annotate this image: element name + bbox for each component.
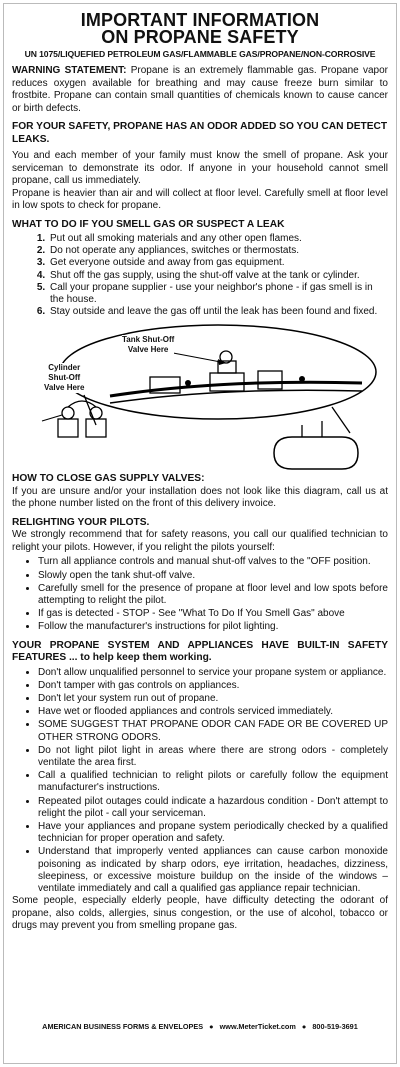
footer-website: www.MeterTicket.com [219,1022,296,1031]
system-item: • Have your appliances and propane system periodically checked by a qualified technician for proper operation and safety. [38,820,388,845]
leak-steps-list [12,233,388,318]
system-item: • Call a qualified technician to relight pilots or carefully follow the equipment manufacturer's instructions. [38,769,388,794]
system-item: • Repeated pilot outages could indicate a hazardous condition - Don't attempt to relight the pilot - call your serviceman. [38,795,388,820]
cylinder-label-line: Shut-Off [48,373,81,383]
cylinder-valve-label [44,363,84,393]
warning-statement [12,65,388,115]
bullet-separator-icon: ● [301,1022,307,1031]
relight-heading: RELIGHTING YOUR PILOTS. [12,516,150,528]
title-line-1: IMPORTANT INFORMATION [80,10,320,30]
system-item: • Do not light pilot light in areas where there are strong odors - completely ventilate the area first. [38,744,388,769]
odor-heading: FOR YOUR SAFETY, PROPANE HAS AN ODOR ADDED SO YOU CAN DETECT LEAKS. [12,121,388,145]
warning-label: WARNING STATEMENT: [12,65,127,76]
leak-step: 3. Get everyone outside and away from gas equipment. [48,257,388,269]
tank-label-line: Valve Here [127,345,169,355]
leak-step: 1. Put out all smoking materials and any other open flames. [48,233,388,245]
system-item: • Don't tamper with gas controls on appliances. [38,679,388,692]
cylinder-label-line: Cylinder [48,363,81,373]
close-valves-heading: HOW TO CLOSE GAS SUPPLY VALVES: [12,473,205,485]
leak-step: 4. Shut off the gas supply, using the shut-off valve at the tank or cylinder. [48,270,388,282]
relight-item: • If gas is detected - STOP - See "What To Do If You Smell Gas" above [38,607,388,620]
page-title [12,12,388,46]
shutoff-valve-diagram [12,321,388,471]
footer-company: AMERICAN BUSINESS FORMS & ENVELOPES [42,1022,204,1031]
system-item: • Have wet or flooded appliances and controls serviced immediately. [38,705,388,718]
warning-text: Propane is an extremely flammable gas. Propane vapor reduces oxygen available for breathing and may cause freeze burn similar to frostbite. Propane can contain small quantities of chemicals known to cause cancer or birth defects. [12,65,388,114]
bullet-separator-icon: ● [209,1022,214,1031]
footer [0,1022,400,1031]
system-item: • Understand that improperly vented appliances can cause carbon monoxide poisoning as indicated by sharp odors, eye irritation, headaches, dizziness, sleepiness, or excessive moisture buildup on the inside of the windows – ventilate immediately and call a qualified gas appliance repair technician. [38,845,388,895]
title-line-2: ON PROPANE SAFETY [101,27,299,47]
relight-text: We strongly recommend that for safety reasons, you call our qualified technician to relight your pilots. However, if you relight the pilots yourself: [12,529,388,553]
system-list [12,666,388,896]
system-item: • SOME SUGGEST THAT PROPANE ODOR CAN FADE OR BE COVERED UP OTHER STRONG ODORS. [38,718,388,743]
page-subtitle: UN 1075/LIQUEFIED PETROLEUM GAS/FLAMMABLE GAS/PROPANE/NON-CORROSIVE [24,49,376,59]
tank-label-line: Tank Shut-Off [122,335,175,345]
system-heading: YOUR PROPANE SYSTEM AND APPLIANCES HAVE BUILT-IN SAFETY FEATURES ... to help keep them working. [12,639,388,664]
footer-phone: 800-519-3691 [312,1022,358,1031]
system-item: • Don't allow unqualified personnel to service your propane system or appliance. [38,666,388,679]
relight-item: • Follow the manufacturer's instructions for pilot lighting. [38,620,388,633]
diagram-illustration [12,321,388,471]
relight-list [12,555,388,633]
relight-item: • Carefully smell for the presence of propane at floor level and low spots before attempting to relight the pilot. [38,582,388,607]
leak-step: 5. Call your propane supplier - use your neighbor's phone - if gas smell is in the house. [48,282,388,306]
leak-step: 2. Do not operate any appliances, switches or thermostats. [48,245,388,257]
cylinder-label-line: Valve Here [44,383,85,393]
relight-item: • Slowly open the tank shut-off valve. [38,569,388,582]
relight-item: • Turn all appliance controls and manual shut-off valves to the "OFF position. [38,555,388,568]
tank-valve-label [122,335,174,355]
leak-heading: WHAT TO DO IF YOU SMELL GAS OR SUSPECT A LEAK [12,218,285,230]
odor-paragraph-2: Propane is heavier than air and will collect at floor level. Carefully smell at floor level in low spots to check for propane. [12,187,388,211]
close-valves-text: If you are unsure and/or your installation does not look like this diagram, call us at the phone number listed on the front of this delivery invoice. [12,485,388,510]
leak-step: 6. Stay outside and leave the gas off until the leak has been found and fixed. [48,306,388,318]
system-closing: Some people, especially elderly people, have difficulty detecting the odorant of propane, also colds, allergies, sinus congestion, or the use of alcohol, tobacco or drugs may prevent you from smelling propane gas. [12,895,388,932]
odor-paragraph-1: You and each member of your family must know the smell of propane. Ask your serviceman to demonstrate its odor. If anyone in your household cannot smell propane, call us immediately. [12,150,388,186]
system-item: • Don't let your system run out of propane. [38,692,388,705]
